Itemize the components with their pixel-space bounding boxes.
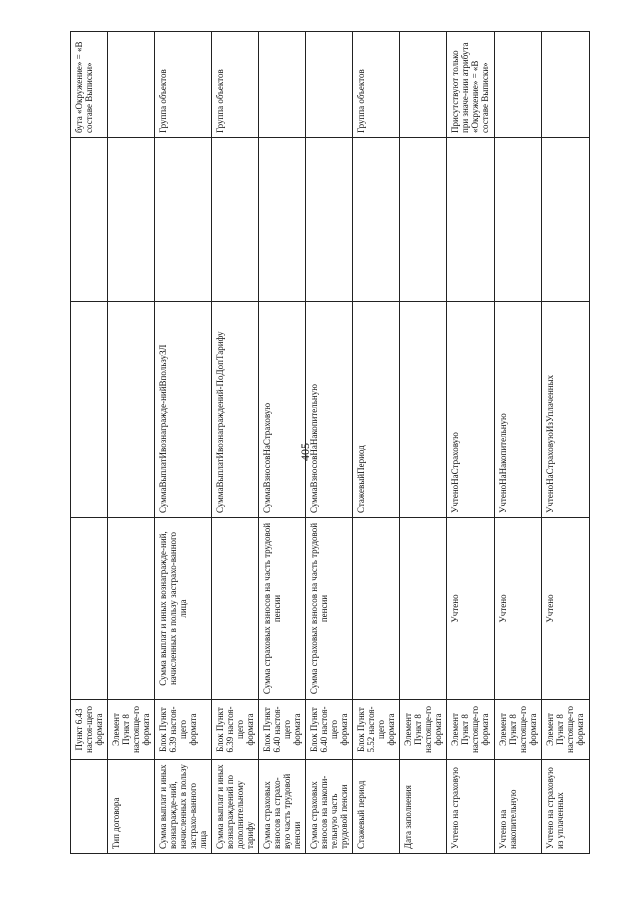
cell-description: Сумма страховых взносов на часть трудовой пенсии xyxy=(259,518,306,700)
table-row xyxy=(495,32,542,854)
cell-note xyxy=(495,32,542,138)
cell-note xyxy=(108,32,155,138)
table-row xyxy=(259,32,306,854)
cell-note xyxy=(400,32,447,138)
cell-empty xyxy=(353,138,400,302)
cell-identifier: УчтеноНаСтраховую xyxy=(447,302,495,518)
cell-note: Группа объектов xyxy=(212,32,259,138)
cell-name: Дата заполнения xyxy=(400,760,447,854)
cell-name: Стажевый период xyxy=(353,760,400,854)
cell-name: Тип договора xyxy=(108,760,155,854)
table-body xyxy=(71,32,590,854)
cell-reference: Элемент Пункт 8 настояще-го формата xyxy=(542,700,590,760)
cell-reference: Элемент Пункт 8 настояще-го формата xyxy=(495,700,542,760)
table-row xyxy=(447,32,495,854)
table-row xyxy=(306,32,353,854)
cell-empty xyxy=(155,138,212,302)
cell-description: Сумма страховых взносов на часть трудовой пенсии xyxy=(306,518,353,700)
cell-description xyxy=(212,518,259,700)
table-row xyxy=(155,32,212,854)
cell-identifier: СтажевыйПериод xyxy=(353,302,400,518)
data-table xyxy=(70,31,590,854)
cell-identifier: СуммаВыплатИвознагражде-нийВпользуЗЛ xyxy=(155,302,212,518)
cell-name xyxy=(71,760,108,854)
cell-reference: Элемент Пункт 8 настояще-го формата xyxy=(400,700,447,760)
cell-empty xyxy=(306,138,353,302)
cell-identifier: СуммаВзносовНаСтраховую xyxy=(259,302,306,518)
cell-empty xyxy=(212,138,259,302)
cell-empty xyxy=(542,138,590,302)
cell-name: Сумма выплат и иных вознагражде-ний, начисленных в пользу застрахо-ванного лица xyxy=(155,760,212,854)
cell-description: Учтено xyxy=(542,518,590,700)
cell-reference: Элемент Пункт 8 настояще-го формата xyxy=(447,700,495,760)
cell-note: бута «Окружение» = «В составе Выписки» xyxy=(71,32,108,138)
cell-name: Учтено на страховую из уплаченных xyxy=(542,760,590,854)
cell-empty xyxy=(400,138,447,302)
cell-empty xyxy=(259,138,306,302)
cell-identifier: СуммаВыплатИвознаграждений-ПоДопТарифу xyxy=(212,302,259,518)
cell-identifier: СуммаВзносовНаНакопительную xyxy=(306,302,353,518)
table-row xyxy=(542,32,590,854)
cell-note xyxy=(259,32,306,138)
cell-identifier xyxy=(71,302,108,518)
rotated-table-wrapper xyxy=(70,32,585,854)
table-row xyxy=(212,32,259,854)
cell-empty xyxy=(447,138,495,302)
cell-description: Сумма выплат и иных вознагражде-ний, начисленных в пользу застрахо-ванного лица xyxy=(155,518,212,700)
cell-reference: Блок Пункт 6.39 настоя-щего формата xyxy=(155,700,212,760)
cell-reference: Блок Пункт 6.40 настоя-щего формата xyxy=(306,700,353,760)
table-row xyxy=(353,32,400,854)
cell-identifier xyxy=(400,302,447,518)
cell-description xyxy=(71,518,108,700)
cell-note: Группа объектов xyxy=(353,32,400,138)
cell-reference: Блок Пункт 5.52 настоя-щего формата xyxy=(353,700,400,760)
cell-name: Сумма страховых взносов на страхо-вую часть трудовой пенсии xyxy=(259,760,306,854)
cell-name: Учтено на страховую xyxy=(447,760,495,854)
cell-description: Учтено xyxy=(447,518,495,700)
cell-identifier xyxy=(108,302,155,518)
cell-name: Учтено на накопительную xyxy=(495,760,542,854)
cell-identifier: УчтеноНаСтраховуюИзУплаченных xyxy=(542,302,590,518)
cell-reference: Элемент Пункт 8 настояще-го формата xyxy=(108,700,155,760)
cell-note xyxy=(542,32,590,138)
cell-note: Присутствуют только при значе-нии атрибута «Окружение» = «В составе Выписки» xyxy=(447,32,495,138)
cell-description: Учтено xyxy=(495,518,542,700)
cell-name: Сумма выплат и иных вознаграждений по дополнительному тарифу xyxy=(212,760,259,854)
cell-description xyxy=(400,518,447,700)
cell-description xyxy=(108,518,155,700)
cell-empty xyxy=(71,138,108,302)
cell-empty xyxy=(108,138,155,302)
table-row xyxy=(400,32,447,854)
cell-name: Сумма страховых взносов на накопи-тельную часть трудовой пенсии xyxy=(306,760,353,854)
table-row xyxy=(108,32,155,854)
cell-empty xyxy=(495,138,542,302)
table-row xyxy=(71,32,108,854)
cell-reference: Блок Пункт 6.40 настоя-щего формата xyxy=(259,700,306,760)
cell-identifier: УчтеноНаНакопительную xyxy=(495,302,542,518)
cell-reference: Пункт 6.43 настоя-щего формата xyxy=(71,700,108,760)
cell-note xyxy=(306,32,353,138)
cell-description xyxy=(353,518,400,700)
page-number: 405 xyxy=(298,443,312,461)
cell-reference: Блок Пункт 6.39 настоя-щего формата xyxy=(212,700,259,760)
cell-note: Группа объектов xyxy=(155,32,212,138)
